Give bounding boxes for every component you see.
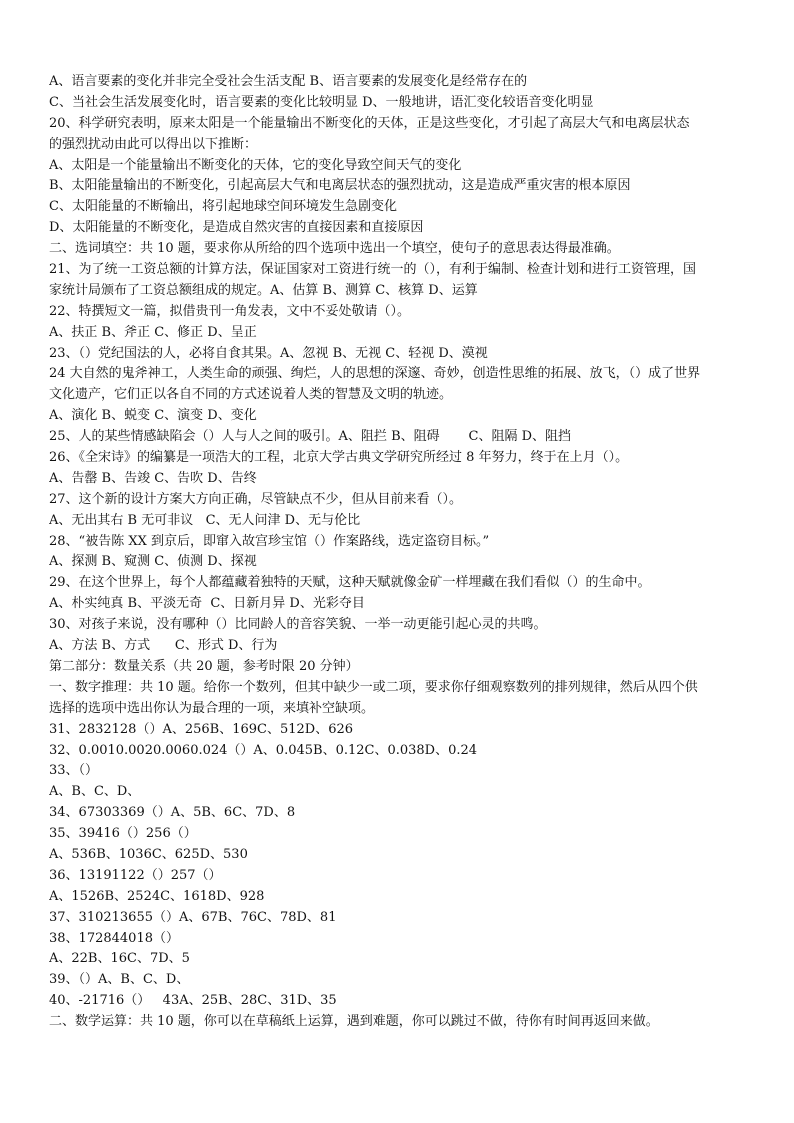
text-line: 的强烈扰动由此可以得出以下推断： (49, 136, 258, 152)
option-line: A、探测 B、窥测 C、侦测 D、探视 (49, 554, 257, 570)
text-line: 选择的选项中选出你认为最合理的一项，来填补空缺项。 (49, 700, 375, 716)
option-line: A、536B、1036C、625D、530 (49, 846, 248, 862)
question-line: 30、对孩子来说，没有哪种（）比同龄人的音容笑貌、一举一动更能引起心灵的共鸣。 (49, 617, 547, 633)
question-line: 28、“被告陈 XX 到京后，即窜入故宫珍宝馆（）作案路线，选定盗窃目标。” (49, 533, 490, 549)
part-heading: 第二部分：数量关系（共 20 题，参考时限 20 分钟） (49, 658, 359, 674)
text-line: A、语言要素的变化并非完全受社会生活支配 B、语言要素的发展变化是经常存在的 (49, 74, 528, 89)
option-line: A、扶正 B、斧正 C、修正 D、呈正 (49, 324, 257, 340)
option-line: C、太阳能量的不断输出，将引起地球空间环境发生急剧变化 (49, 199, 397, 215)
text-line: C、当社会生活发展变化时，语言要素的变化比较明显 D、一般地讲，语汇变化较语音变化明显 (49, 94, 594, 110)
question-line: 20、科学研究表明，原来太阳是一个能量输出不断变化的天体，正是这些变化，才引起了高层大气和电离层状态 (49, 115, 690, 131)
question-line: 33、（） (49, 763, 99, 779)
section-heading: 二、数学运算：共 10 题，你可以在草稿纸上运算，遇到难题，你可以跳过不做，待你有时间再返回来做。 (49, 1014, 659, 1030)
section-heading: 一、数字推理：共 10 题。给你一个数列，但其中缺少一或二项，要求你仔细观察数列的排列规律，然后从四个供 (49, 679, 698, 695)
question-line: 35、39416（）256（） (49, 826, 197, 842)
question-line: 25、人的某些情感缺陷会（）人与人之间的吸引。A、阻拦 B、阻碍 C、阻隔 D、阻挡 (49, 429, 572, 445)
question-line: 40、-21716（） 43A、25B、28C、31D、35 (49, 993, 337, 1009)
question-line: 29、在这个世界上，每个人都蕴藏着独特的天赋，这种天赋就像金矿一样埋藏在我们看似（）的生命中。 (49, 575, 651, 591)
option-line: A、告罄 B、告竣 C、告吹 D、告终 (49, 470, 257, 486)
question-line: 37、310213655（）A、67B、76C、78D、81 (49, 909, 337, 925)
question-line: 23、（）党纪国法的人，必将自食其果。A、忽视 B、无视 C、轻视 D、漠视 (49, 345, 488, 361)
question-line: 26、《全宋诗》的编纂是一项浩大的工程，北京大学古典文学研究所经过 8 年努力，终于在上月（）。 (49, 450, 629, 466)
text-line: 文化遗产，它们正以各自不同的方式述说着人类的智慧及文明的轨迹。 (49, 387, 453, 403)
section-heading: 二、选词填空：共 10 题，要求你从所给的四个选项中选出一个填空，使句子的意思表达得最准确。 (49, 241, 620, 257)
option-line: A、1526B、2524C、1618D、928 (49, 888, 265, 904)
option-line: A、太阳是一个能量输出不断变化的天体，它的变化导致空间天气的变化 (49, 157, 462, 173)
option-line: D、太阳能量的不断变化，是造成自然灾害的直接因素和直接原因 (49, 220, 424, 236)
question-line: 34、67303369（）A、5B、6C、7D、8 (49, 805, 296, 821)
question-line: 24 大自然的鬼斧神工，人类生命的顽强、绚烂，人的思想的深邃、奇妙，创造性思维的拓展、放飞，（）成了世界 (49, 366, 701, 382)
option-line: B、太阳能量输出的不断变化，引起高层大气和电离层状态的强烈扰动，这是造成严重灾害的根本原因 (49, 178, 631, 194)
option-line: A、无出其右 B 无可非议 C、无人问津 D、无与伦比 (49, 512, 361, 528)
option-line: A、22B、16C、7D、5 (49, 951, 190, 967)
text-line: 家统计局颁布了工资总额组成的规定。A、估算 B、测算 C、核算 D、运算 (49, 282, 478, 298)
option-line: A、方法 B、方式 C、形式 D、行为 (49, 638, 278, 654)
question-line: 22、特撰短文一篇，拟借贵刊一角发表，文中不妥处敬请（）。 (49, 303, 411, 319)
question-line: 21、为了统一工资总额的计算方法，保证国家对工资进行统一的（），有利于编制、检查计划和进行工资管理，国 (49, 262, 697, 278)
question-line: 27、这个新的设计方案大方向正确，尽管缺点不少，但从目前来看（）。 (49, 491, 463, 507)
option-line: A、朴实纯真 B、平淡无奇 C、日新月异 D、光彩夺目 (49, 596, 365, 612)
question-line: 39、（）A、B、C、D、 (49, 972, 190, 988)
option-line: A、演化 B、蜕变 C、演变 D、变化 (49, 408, 257, 424)
question-line: 32、0.0010.0020.0060.024（）A、0.045B、0.12C、0.038D、0.24 (49, 742, 478, 758)
question-line: 36、13191122（）257（） (49, 867, 222, 883)
question-line: 31、2832128（）A、256B、169C、512D、626 (49, 721, 354, 737)
option-line: A、B、C、D、 (49, 784, 141, 800)
document-body (49, 72, 769, 1033)
question-line: 38、172844018（） (49, 930, 179, 946)
